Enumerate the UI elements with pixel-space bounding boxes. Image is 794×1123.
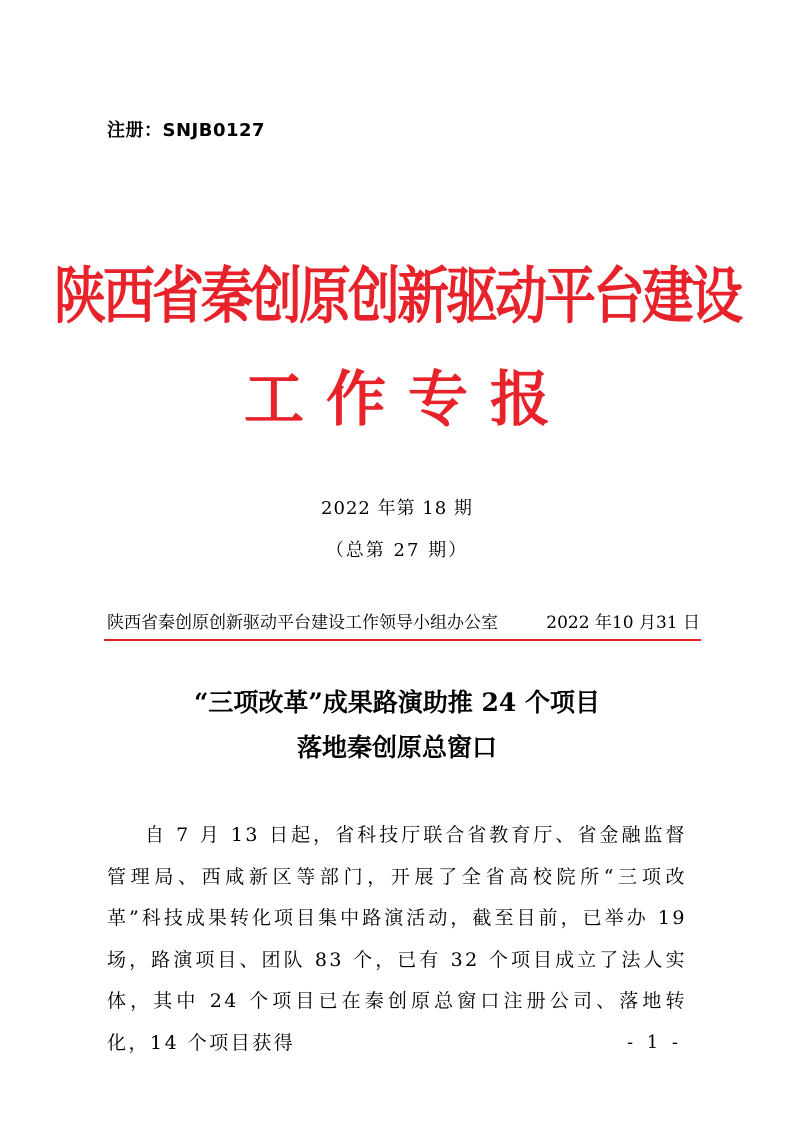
- issuer-office: 陕西省秦创原创新驱动平台建设工作领导小组办公室: [107, 613, 498, 633]
- article-title-line1: “三项改革”成果路演助推 24 个项目: [194, 688, 600, 717]
- issue-date: 2022 年10 月31 日: [546, 613, 700, 633]
- issue-number: 2022 年第 18 期: [321, 498, 473, 519]
- masthead-subtitle: 工作专报: [244, 365, 572, 435]
- red-divider: [104, 639, 701, 641]
- article-paragraph: 自 7 月 13 日起，省科技厅联合省教育厅、省金融监督管理局、西咸新区等部门，开展了全省高校院所“三项改革”科技成果转化项目集中路演活动，截至目前，已举办 19 场，路演项目、团队 83 个，已有 32 个项目成立了法人实体，其中 24 个项目已在秦创原总窗口注册公司、落地转化，14 个项目获得: [107, 824, 687, 1054]
- masthead-title: 陕西省秦创原创新驱动平台建设: [53, 260, 740, 333]
- article-title-line2: 落地秦创原总窗口: [296, 733, 497, 762]
- page-number: - 1 -: [626, 1032, 682, 1053]
- issue-total: （总第 27 期）: [325, 540, 469, 561]
- article-title: [0, 680, 794, 770]
- registration-number: 注册：SNJB0127: [107, 120, 266, 141]
